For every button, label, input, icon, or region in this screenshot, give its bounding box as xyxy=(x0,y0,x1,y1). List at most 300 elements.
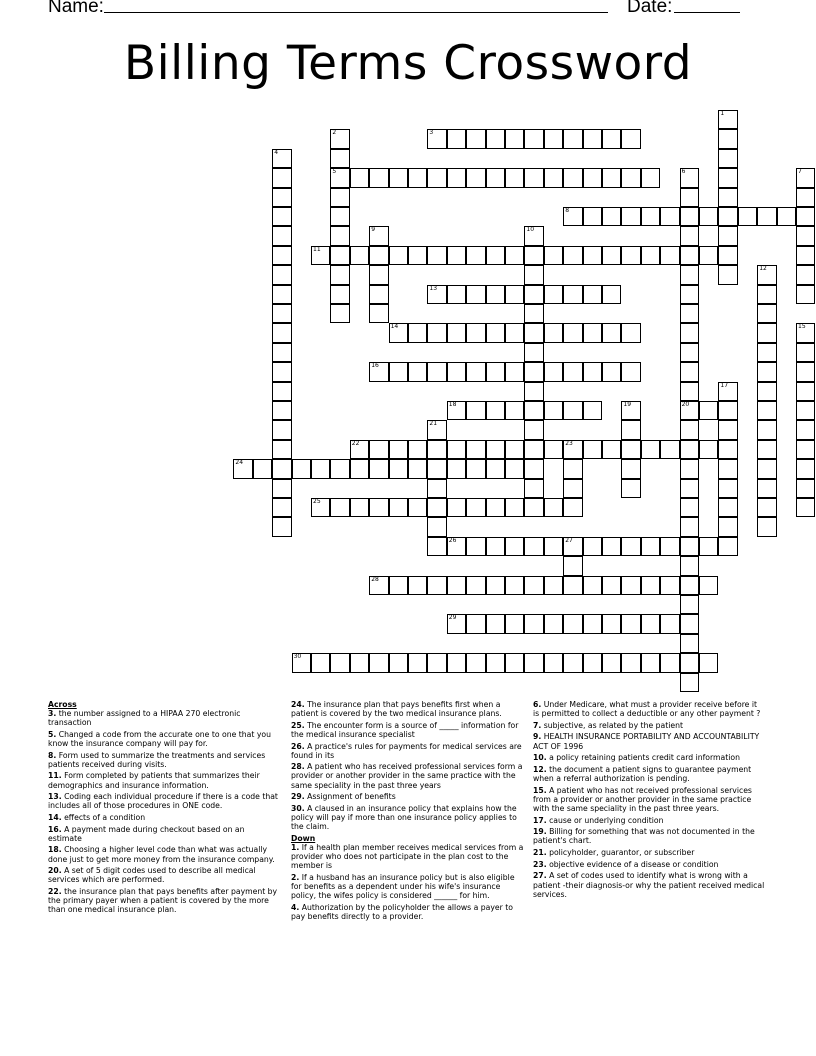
grid-cell[interactable] xyxy=(757,517,776,536)
grid-cell[interactable] xyxy=(796,459,815,478)
grid-cell[interactable] xyxy=(447,653,466,672)
grid-cell[interactable] xyxy=(680,595,699,614)
grid-cell[interactable] xyxy=(583,129,602,148)
grid-cell[interactable] xyxy=(757,382,776,401)
grid-cell[interactable] xyxy=(641,168,660,187)
grid-cell[interactable] xyxy=(718,129,737,148)
grid-cell[interactable] xyxy=(447,129,466,148)
grid-cell[interactable] xyxy=(524,479,543,498)
grid-cell[interactable] xyxy=(447,498,466,517)
grid-cell[interactable] xyxy=(427,420,446,439)
grid-cell[interactable] xyxy=(544,285,563,304)
grid-cell[interactable] xyxy=(718,479,737,498)
grid-cell[interactable] xyxy=(544,440,563,459)
grid-cell[interactable] xyxy=(427,537,446,556)
grid-cell[interactable] xyxy=(272,479,291,498)
grid-cell[interactable] xyxy=(330,149,349,168)
grid-cell[interactable] xyxy=(718,265,737,284)
grid-cell[interactable] xyxy=(718,401,737,420)
grid-cell[interactable] xyxy=(680,556,699,575)
grid-cell[interactable] xyxy=(621,479,640,498)
grid-cell[interactable] xyxy=(330,653,349,672)
grid-cell[interactable] xyxy=(680,265,699,284)
grid-cell[interactable] xyxy=(718,110,737,129)
grid-cell[interactable] xyxy=(524,459,543,478)
grid-cell[interactable] xyxy=(563,498,582,517)
grid-cell[interactable] xyxy=(486,537,505,556)
grid-cell[interactable] xyxy=(447,323,466,342)
grid-cell[interactable] xyxy=(486,129,505,148)
grid-cell[interactable] xyxy=(680,459,699,478)
grid-cell[interactable] xyxy=(699,246,718,265)
grid-cell[interactable] xyxy=(680,673,699,692)
grid-cell[interactable] xyxy=(486,459,505,478)
grid-cell[interactable] xyxy=(505,459,524,478)
grid-cell[interactable] xyxy=(641,207,660,226)
grid-cell[interactable] xyxy=(718,537,737,556)
grid-cell[interactable] xyxy=(544,246,563,265)
grid-cell[interactable] xyxy=(563,459,582,478)
grid-cell[interactable] xyxy=(796,440,815,459)
grid-cell[interactable] xyxy=(563,129,582,148)
grid-cell[interactable] xyxy=(389,440,408,459)
grid-cell[interactable] xyxy=(621,459,640,478)
grid-cell[interactable] xyxy=(544,168,563,187)
grid-cell[interactable] xyxy=(796,498,815,517)
grid-cell[interactable] xyxy=(621,537,640,556)
grid-cell[interactable] xyxy=(718,382,737,401)
grid-cell[interactable] xyxy=(699,653,718,672)
grid-cell[interactable] xyxy=(544,653,563,672)
grid-cell[interactable] xyxy=(486,285,505,304)
grid-cell[interactable] xyxy=(272,440,291,459)
grid-cell[interactable] xyxy=(718,188,737,207)
grid-cell[interactable] xyxy=(544,129,563,148)
grid-cell[interactable] xyxy=(680,653,699,672)
grid-cell[interactable] xyxy=(272,323,291,342)
grid-cell[interactable] xyxy=(447,246,466,265)
grid-cell[interactable] xyxy=(718,226,737,245)
grid-cell[interactable] xyxy=(330,246,349,265)
grid-cell[interactable] xyxy=(408,653,427,672)
grid-cell[interactable] xyxy=(680,362,699,381)
grid-cell[interactable] xyxy=(602,285,621,304)
grid-cell[interactable] xyxy=(602,576,621,595)
grid-cell[interactable] xyxy=(602,614,621,633)
grid-cell[interactable] xyxy=(466,576,485,595)
grid-cell[interactable] xyxy=(330,168,349,187)
grid-cell[interactable] xyxy=(544,401,563,420)
grid-cell[interactable] xyxy=(427,246,446,265)
grid-cell[interactable] xyxy=(350,440,369,459)
grid-cell[interactable] xyxy=(641,440,660,459)
grid-cell[interactable] xyxy=(524,246,543,265)
grid-cell[interactable] xyxy=(563,479,582,498)
grid-cell[interactable] xyxy=(602,537,621,556)
grid-cell[interactable] xyxy=(680,401,699,420)
grid-cell[interactable] xyxy=(563,207,582,226)
grid-cell[interactable] xyxy=(583,362,602,381)
grid-cell[interactable] xyxy=(330,207,349,226)
grid-cell[interactable] xyxy=(330,459,349,478)
grid-cell[interactable] xyxy=(330,265,349,284)
grid-cell[interactable] xyxy=(486,246,505,265)
grid-cell[interactable] xyxy=(524,576,543,595)
grid-cell[interactable] xyxy=(505,614,524,633)
grid-cell[interactable] xyxy=(621,362,640,381)
grid-cell[interactable] xyxy=(330,226,349,245)
grid-cell[interactable] xyxy=(524,498,543,517)
grid-cell[interactable] xyxy=(563,653,582,672)
grid-cell[interactable] xyxy=(389,459,408,478)
grid-cell[interactable] xyxy=(466,401,485,420)
grid-cell[interactable] xyxy=(369,304,388,323)
grid-cell[interactable] xyxy=(427,576,446,595)
grid-cell[interactable] xyxy=(660,440,679,459)
grid-cell[interactable] xyxy=(777,207,796,226)
grid-cell[interactable] xyxy=(486,362,505,381)
grid-cell[interactable] xyxy=(505,498,524,517)
grid-cell[interactable] xyxy=(272,188,291,207)
grid-cell[interactable] xyxy=(272,498,291,517)
grid-cell[interactable] xyxy=(330,129,349,148)
grid-cell[interactable] xyxy=(272,285,291,304)
grid-cell[interactable] xyxy=(680,285,699,304)
grid-cell[interactable] xyxy=(757,401,776,420)
grid-cell[interactable] xyxy=(602,440,621,459)
grid-cell[interactable] xyxy=(583,246,602,265)
grid-cell[interactable] xyxy=(796,265,815,284)
grid-cell[interactable] xyxy=(563,614,582,633)
grid-cell[interactable] xyxy=(524,653,543,672)
grid-cell[interactable] xyxy=(699,401,718,420)
grid-cell[interactable] xyxy=(583,285,602,304)
grid-cell[interactable] xyxy=(253,459,272,478)
grid-cell[interactable] xyxy=(505,323,524,342)
grid-cell[interactable] xyxy=(272,517,291,536)
grid-cell[interactable] xyxy=(796,323,815,342)
grid-cell[interactable] xyxy=(505,537,524,556)
grid-cell[interactable] xyxy=(621,653,640,672)
grid-cell[interactable] xyxy=(583,614,602,633)
grid-cell[interactable] xyxy=(466,246,485,265)
grid-cell[interactable] xyxy=(718,420,737,439)
grid-cell[interactable] xyxy=(505,285,524,304)
grid-cell[interactable] xyxy=(583,537,602,556)
grid-cell[interactable] xyxy=(544,362,563,381)
grid-cell[interactable] xyxy=(524,226,543,245)
grid-cell[interactable] xyxy=(272,459,291,478)
grid-cell[interactable] xyxy=(408,459,427,478)
grid-cell[interactable] xyxy=(524,382,543,401)
grid-cell[interactable] xyxy=(796,420,815,439)
grid-cell[interactable] xyxy=(757,420,776,439)
grid-cell[interactable] xyxy=(621,614,640,633)
grid-cell[interactable] xyxy=(680,498,699,517)
grid-cell[interactable] xyxy=(699,440,718,459)
grid-cell[interactable] xyxy=(389,498,408,517)
grid-cell[interactable] xyxy=(680,479,699,498)
grid-cell[interactable] xyxy=(369,168,388,187)
grid-cell[interactable] xyxy=(621,129,640,148)
grid-cell[interactable] xyxy=(369,246,388,265)
grid-cell[interactable] xyxy=(524,420,543,439)
grid-cell[interactable] xyxy=(660,246,679,265)
grid-cell[interactable] xyxy=(796,382,815,401)
grid-cell[interactable] xyxy=(680,420,699,439)
grid-cell[interactable] xyxy=(486,401,505,420)
grid-cell[interactable] xyxy=(389,246,408,265)
grid-cell[interactable] xyxy=(660,614,679,633)
grid-cell[interactable] xyxy=(718,207,737,226)
grid-cell[interactable] xyxy=(389,653,408,672)
grid-cell[interactable] xyxy=(427,479,446,498)
grid-cell[interactable] xyxy=(757,304,776,323)
grid-cell[interactable] xyxy=(505,653,524,672)
grid-cell[interactable] xyxy=(524,304,543,323)
grid-cell[interactable] xyxy=(486,614,505,633)
grid-cell[interactable] xyxy=(563,401,582,420)
grid-cell[interactable] xyxy=(505,401,524,420)
grid-cell[interactable] xyxy=(369,498,388,517)
grid-cell[interactable] xyxy=(311,498,330,517)
grid-cell[interactable] xyxy=(466,440,485,459)
grid-cell[interactable] xyxy=(583,168,602,187)
grid-cell[interactable] xyxy=(369,362,388,381)
grid-cell[interactable] xyxy=(427,440,446,459)
grid-cell[interactable] xyxy=(621,440,640,459)
grid-cell[interactable] xyxy=(408,323,427,342)
grid-cell[interactable] xyxy=(524,129,543,148)
grid-cell[interactable] xyxy=(544,537,563,556)
grid-cell[interactable] xyxy=(544,498,563,517)
grid-cell[interactable] xyxy=(680,246,699,265)
grid-cell[interactable] xyxy=(602,362,621,381)
grid-cell[interactable] xyxy=(427,459,446,478)
grid-cell[interactable] xyxy=(602,653,621,672)
grid-cell[interactable] xyxy=(641,246,660,265)
grid-cell[interactable] xyxy=(369,459,388,478)
grid-cell[interactable] xyxy=(466,285,485,304)
grid-cell[interactable] xyxy=(602,207,621,226)
grid-cell[interactable] xyxy=(660,537,679,556)
grid-cell[interactable] xyxy=(524,401,543,420)
grid-cell[interactable] xyxy=(680,323,699,342)
grid-cell[interactable] xyxy=(583,401,602,420)
grid-cell[interactable] xyxy=(757,265,776,284)
grid-cell[interactable] xyxy=(505,440,524,459)
grid-cell[interactable] xyxy=(330,304,349,323)
grid-cell[interactable] xyxy=(621,576,640,595)
grid-cell[interactable] xyxy=(369,576,388,595)
grid-cell[interactable] xyxy=(563,537,582,556)
grid-cell[interactable] xyxy=(505,246,524,265)
grid-cell[interactable] xyxy=(544,323,563,342)
grid-cell[interactable] xyxy=(272,149,291,168)
grid-cell[interactable] xyxy=(330,188,349,207)
grid-cell[interactable] xyxy=(272,382,291,401)
grid-cell[interactable] xyxy=(505,576,524,595)
grid-cell[interactable] xyxy=(505,168,524,187)
grid-cell[interactable] xyxy=(699,537,718,556)
grid-cell[interactable] xyxy=(680,304,699,323)
grid-cell[interactable] xyxy=(796,207,815,226)
grid-cell[interactable] xyxy=(563,556,582,575)
grid-cell[interactable] xyxy=(680,226,699,245)
grid-cell[interactable] xyxy=(796,246,815,265)
grid-cell[interactable] xyxy=(447,401,466,420)
grid-cell[interactable] xyxy=(447,537,466,556)
grid-cell[interactable] xyxy=(563,576,582,595)
grid-cell[interactable] xyxy=(427,653,446,672)
grid-cell[interactable] xyxy=(621,207,640,226)
grid-cell[interactable] xyxy=(738,207,757,226)
grid-cell[interactable] xyxy=(524,537,543,556)
grid-cell[interactable] xyxy=(757,207,776,226)
grid-cell[interactable] xyxy=(544,576,563,595)
grid-cell[interactable] xyxy=(524,285,543,304)
grid-cell[interactable] xyxy=(350,459,369,478)
grid-cell[interactable] xyxy=(621,401,640,420)
grid-cell[interactable] xyxy=(486,653,505,672)
grid-cell[interactable] xyxy=(486,323,505,342)
grid-cell[interactable] xyxy=(583,207,602,226)
grid-cell[interactable] xyxy=(408,168,427,187)
grid-cell[interactable] xyxy=(718,149,737,168)
grid-cell[interactable] xyxy=(660,653,679,672)
grid-cell[interactable] xyxy=(447,459,466,478)
grid-cell[interactable] xyxy=(796,401,815,420)
grid-cell[interactable] xyxy=(718,168,737,187)
grid-cell[interactable] xyxy=(680,517,699,536)
grid-cell[interactable] xyxy=(641,653,660,672)
grid-cell[interactable] xyxy=(330,498,349,517)
grid-cell[interactable] xyxy=(389,576,408,595)
grid-cell[interactable] xyxy=(680,576,699,595)
grid-cell[interactable] xyxy=(641,614,660,633)
grid-cell[interactable] xyxy=(466,129,485,148)
grid-cell[interactable] xyxy=(466,498,485,517)
grid-cell[interactable] xyxy=(447,576,466,595)
grid-cell[interactable] xyxy=(524,168,543,187)
grid-cell[interactable] xyxy=(369,265,388,284)
grid-cell[interactable] xyxy=(272,265,291,284)
grid-cell[interactable] xyxy=(505,362,524,381)
grid-cell[interactable] xyxy=(641,537,660,556)
grid-cell[interactable] xyxy=(466,459,485,478)
grid-cell[interactable] xyxy=(796,188,815,207)
grid-cell[interactable] xyxy=(311,459,330,478)
grid-cell[interactable] xyxy=(486,498,505,517)
grid-cell[interactable] xyxy=(272,207,291,226)
grid-cell[interactable] xyxy=(272,246,291,265)
grid-cell[interactable] xyxy=(272,168,291,187)
grid-cell[interactable] xyxy=(466,362,485,381)
grid-cell[interactable] xyxy=(699,207,718,226)
grid-cell[interactable] xyxy=(583,653,602,672)
grid-cell[interactable] xyxy=(757,343,776,362)
grid-cell[interactable] xyxy=(408,440,427,459)
grid-cell[interactable] xyxy=(544,614,563,633)
grid-cell[interactable] xyxy=(563,440,582,459)
grid-cell[interactable] xyxy=(680,440,699,459)
grid-cell[interactable] xyxy=(427,517,446,536)
grid-cell[interactable] xyxy=(602,129,621,148)
grid-cell[interactable] xyxy=(583,440,602,459)
grid-cell[interactable] xyxy=(408,246,427,265)
grid-cell[interactable] xyxy=(447,285,466,304)
grid-cell[interactable] xyxy=(796,479,815,498)
grid-cell[interactable] xyxy=(369,226,388,245)
grid-cell[interactable] xyxy=(350,498,369,517)
grid-cell[interactable] xyxy=(621,168,640,187)
grid-cell[interactable] xyxy=(350,246,369,265)
grid-cell[interactable] xyxy=(311,246,330,265)
grid-cell[interactable] xyxy=(621,246,640,265)
grid-cell[interactable] xyxy=(408,576,427,595)
grid-cell[interactable] xyxy=(583,576,602,595)
grid-cell[interactable] xyxy=(660,207,679,226)
grid-cell[interactable] xyxy=(680,343,699,362)
grid-cell[interactable] xyxy=(524,614,543,633)
grid-cell[interactable] xyxy=(524,440,543,459)
grid-cell[interactable] xyxy=(660,576,679,595)
grid-cell[interactable] xyxy=(680,634,699,653)
grid-cell[interactable] xyxy=(524,323,543,342)
grid-cell[interactable] xyxy=(757,479,776,498)
grid-cell[interactable] xyxy=(272,343,291,362)
grid-cell[interactable] xyxy=(718,498,737,517)
grid-cell[interactable] xyxy=(641,576,660,595)
grid-cell[interactable] xyxy=(505,129,524,148)
grid-cell[interactable] xyxy=(524,362,543,381)
grid-cell[interactable] xyxy=(466,537,485,556)
grid-cell[interactable] xyxy=(563,285,582,304)
grid-cell[interactable] xyxy=(311,653,330,672)
grid-cell[interactable] xyxy=(718,517,737,536)
grid-cell[interactable] xyxy=(233,459,252,478)
grid-cell[interactable] xyxy=(757,498,776,517)
grid-cell[interactable] xyxy=(680,168,699,187)
grid-cell[interactable] xyxy=(563,323,582,342)
grid-cell[interactable] xyxy=(718,459,737,478)
grid-cell[interactable] xyxy=(389,323,408,342)
grid-cell[interactable] xyxy=(796,226,815,245)
grid-cell[interactable] xyxy=(447,440,466,459)
grid-cell[interactable] xyxy=(389,362,408,381)
grid-cell[interactable] xyxy=(680,188,699,207)
grid-cell[interactable] xyxy=(718,440,737,459)
grid-cell[interactable] xyxy=(466,323,485,342)
grid-cell[interactable] xyxy=(583,323,602,342)
grid-cell[interactable] xyxy=(757,323,776,342)
grid-cell[interactable] xyxy=(427,168,446,187)
grid-cell[interactable] xyxy=(330,285,349,304)
grid-cell[interactable] xyxy=(621,420,640,439)
grid-cell[interactable] xyxy=(369,653,388,672)
grid-cell[interactable] xyxy=(272,420,291,439)
grid-cell[interactable] xyxy=(427,498,446,517)
grid-cell[interactable] xyxy=(427,129,446,148)
grid-cell[interactable] xyxy=(757,285,776,304)
grid-cell[interactable] xyxy=(292,653,311,672)
grid-cell[interactable] xyxy=(408,498,427,517)
grid-cell[interactable] xyxy=(447,614,466,633)
grid-cell[interactable] xyxy=(602,323,621,342)
grid-cell[interactable] xyxy=(350,653,369,672)
grid-cell[interactable] xyxy=(466,168,485,187)
grid-cell[interactable] xyxy=(757,440,776,459)
